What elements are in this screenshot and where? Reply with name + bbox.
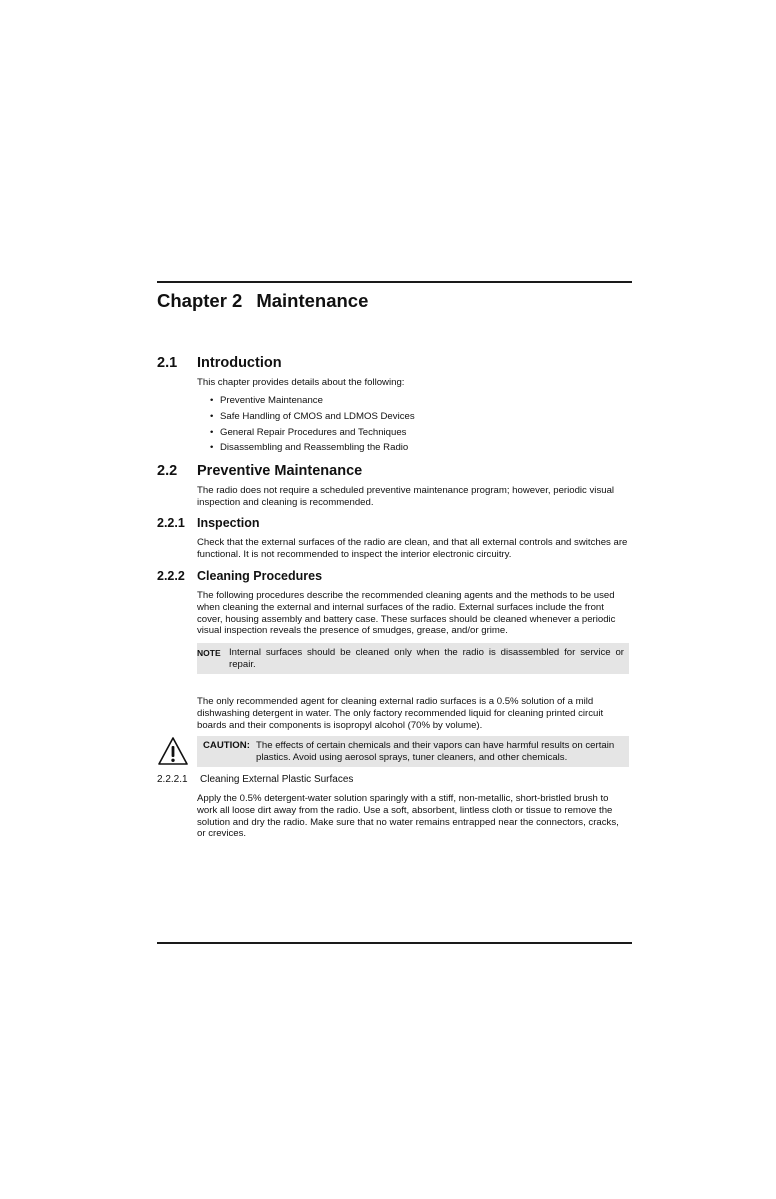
section-heading-2-2 (157, 463, 362, 479)
note-box (197, 643, 629, 674)
caution-label: CAUTION: (203, 740, 250, 751)
topic-list (197, 393, 415, 456)
top-rule (157, 281, 632, 283)
section-number: 2.2.2 (157, 569, 185, 583)
external-plastic-cleaning-paragraph: Apply the 0.5% detergent-water solution sparingly with a stiff, non-metallic, short-bristled brush to work all loose dirt away from the radio. Use a soft, absorbent, lintless cloth or tissue to remove the solution and dry the radio. Make sure that no water remains entrapped near the connectors, cracks, or crevices. (197, 793, 619, 840)
section-heading-2-2-2 (157, 569, 322, 583)
chapter-name: Maintenance (256, 290, 369, 311)
section-heading-2-1 (157, 355, 282, 371)
caution-triangle-icon (157, 736, 189, 766)
cleaning-procedures-paragraph: The following procedures describe the recommended cleaning agents and the methods to be used when cleaning the external and internal surfaces of the radio. External surfaces include the front cover, housing assembly and battery case. These surfaces should be cleaned whenever a periodic visual inspection reveals the presence of smudges, grease, and/or grime. (197, 590, 616, 637)
section-number: 2.1 (157, 355, 178, 371)
intro-paragraph: This chapter provides details about the following: (197, 377, 405, 388)
section-heading-2-2-1 (157, 516, 260, 530)
list-item: • Safe Handling of CMOS and LDMOS Devices (210, 410, 415, 422)
list-item: • Preventive Maintenance (210, 395, 323, 406)
preventive-maintenance-paragraph: The radio does not require a scheduled preventive maintenance program; however, periodic visual inspection and cleaning is recommended. (197, 485, 615, 508)
caution-text: The effects of certain chemicals and their vapors can have harmful results on certain plastics. Avoid using aerosol sprays, tuner cleaners, and other chemicals. (256, 740, 615, 763)
note-text: Internal surfaces should be cleaned only when the radio is disassembled for service or repair. (229, 647, 624, 670)
section-title: Preventive Maintenance (197, 463, 363, 479)
cleaning-agent-paragraph: The only recommended agent for cleaning external radio surfaces is a 0.5% solution of a mild dishwashing detergent in water. The only factory recommended liquid for cleaning printed circuit boards and their components is isopropyl alcohol (70% by volume). (197, 696, 604, 731)
list-item: • General Repair Procedures and Techniques (210, 426, 407, 438)
chapter-number: Chapter 2 (157, 290, 243, 311)
section-title: Introduction (197, 355, 282, 371)
section-title: Inspection (197, 516, 260, 530)
list-item: • Disassembling and Reassembling the Radio (210, 442, 409, 454)
section-title: Cleaning Procedures (197, 569, 323, 583)
note-label: NOTE (197, 648, 221, 658)
bottom-rule (157, 942, 632, 944)
section-title: Cleaning External Plastic Surfaces (200, 774, 354, 785)
chapter-title (157, 290, 368, 312)
section-number: 2.2 (157, 463, 178, 479)
section-heading-2-2-2-1 (157, 774, 353, 785)
section-number: 2.2.1 (157, 516, 185, 530)
section-number: 2.2.2.1 (157, 774, 188, 785)
inspection-paragraph: Check that the external surfaces of the radio are clean, and that all external controls and switches are functional. It is not recommended to inspect the interior electronic circuitry. (197, 537, 628, 560)
caution-box (197, 736, 629, 767)
